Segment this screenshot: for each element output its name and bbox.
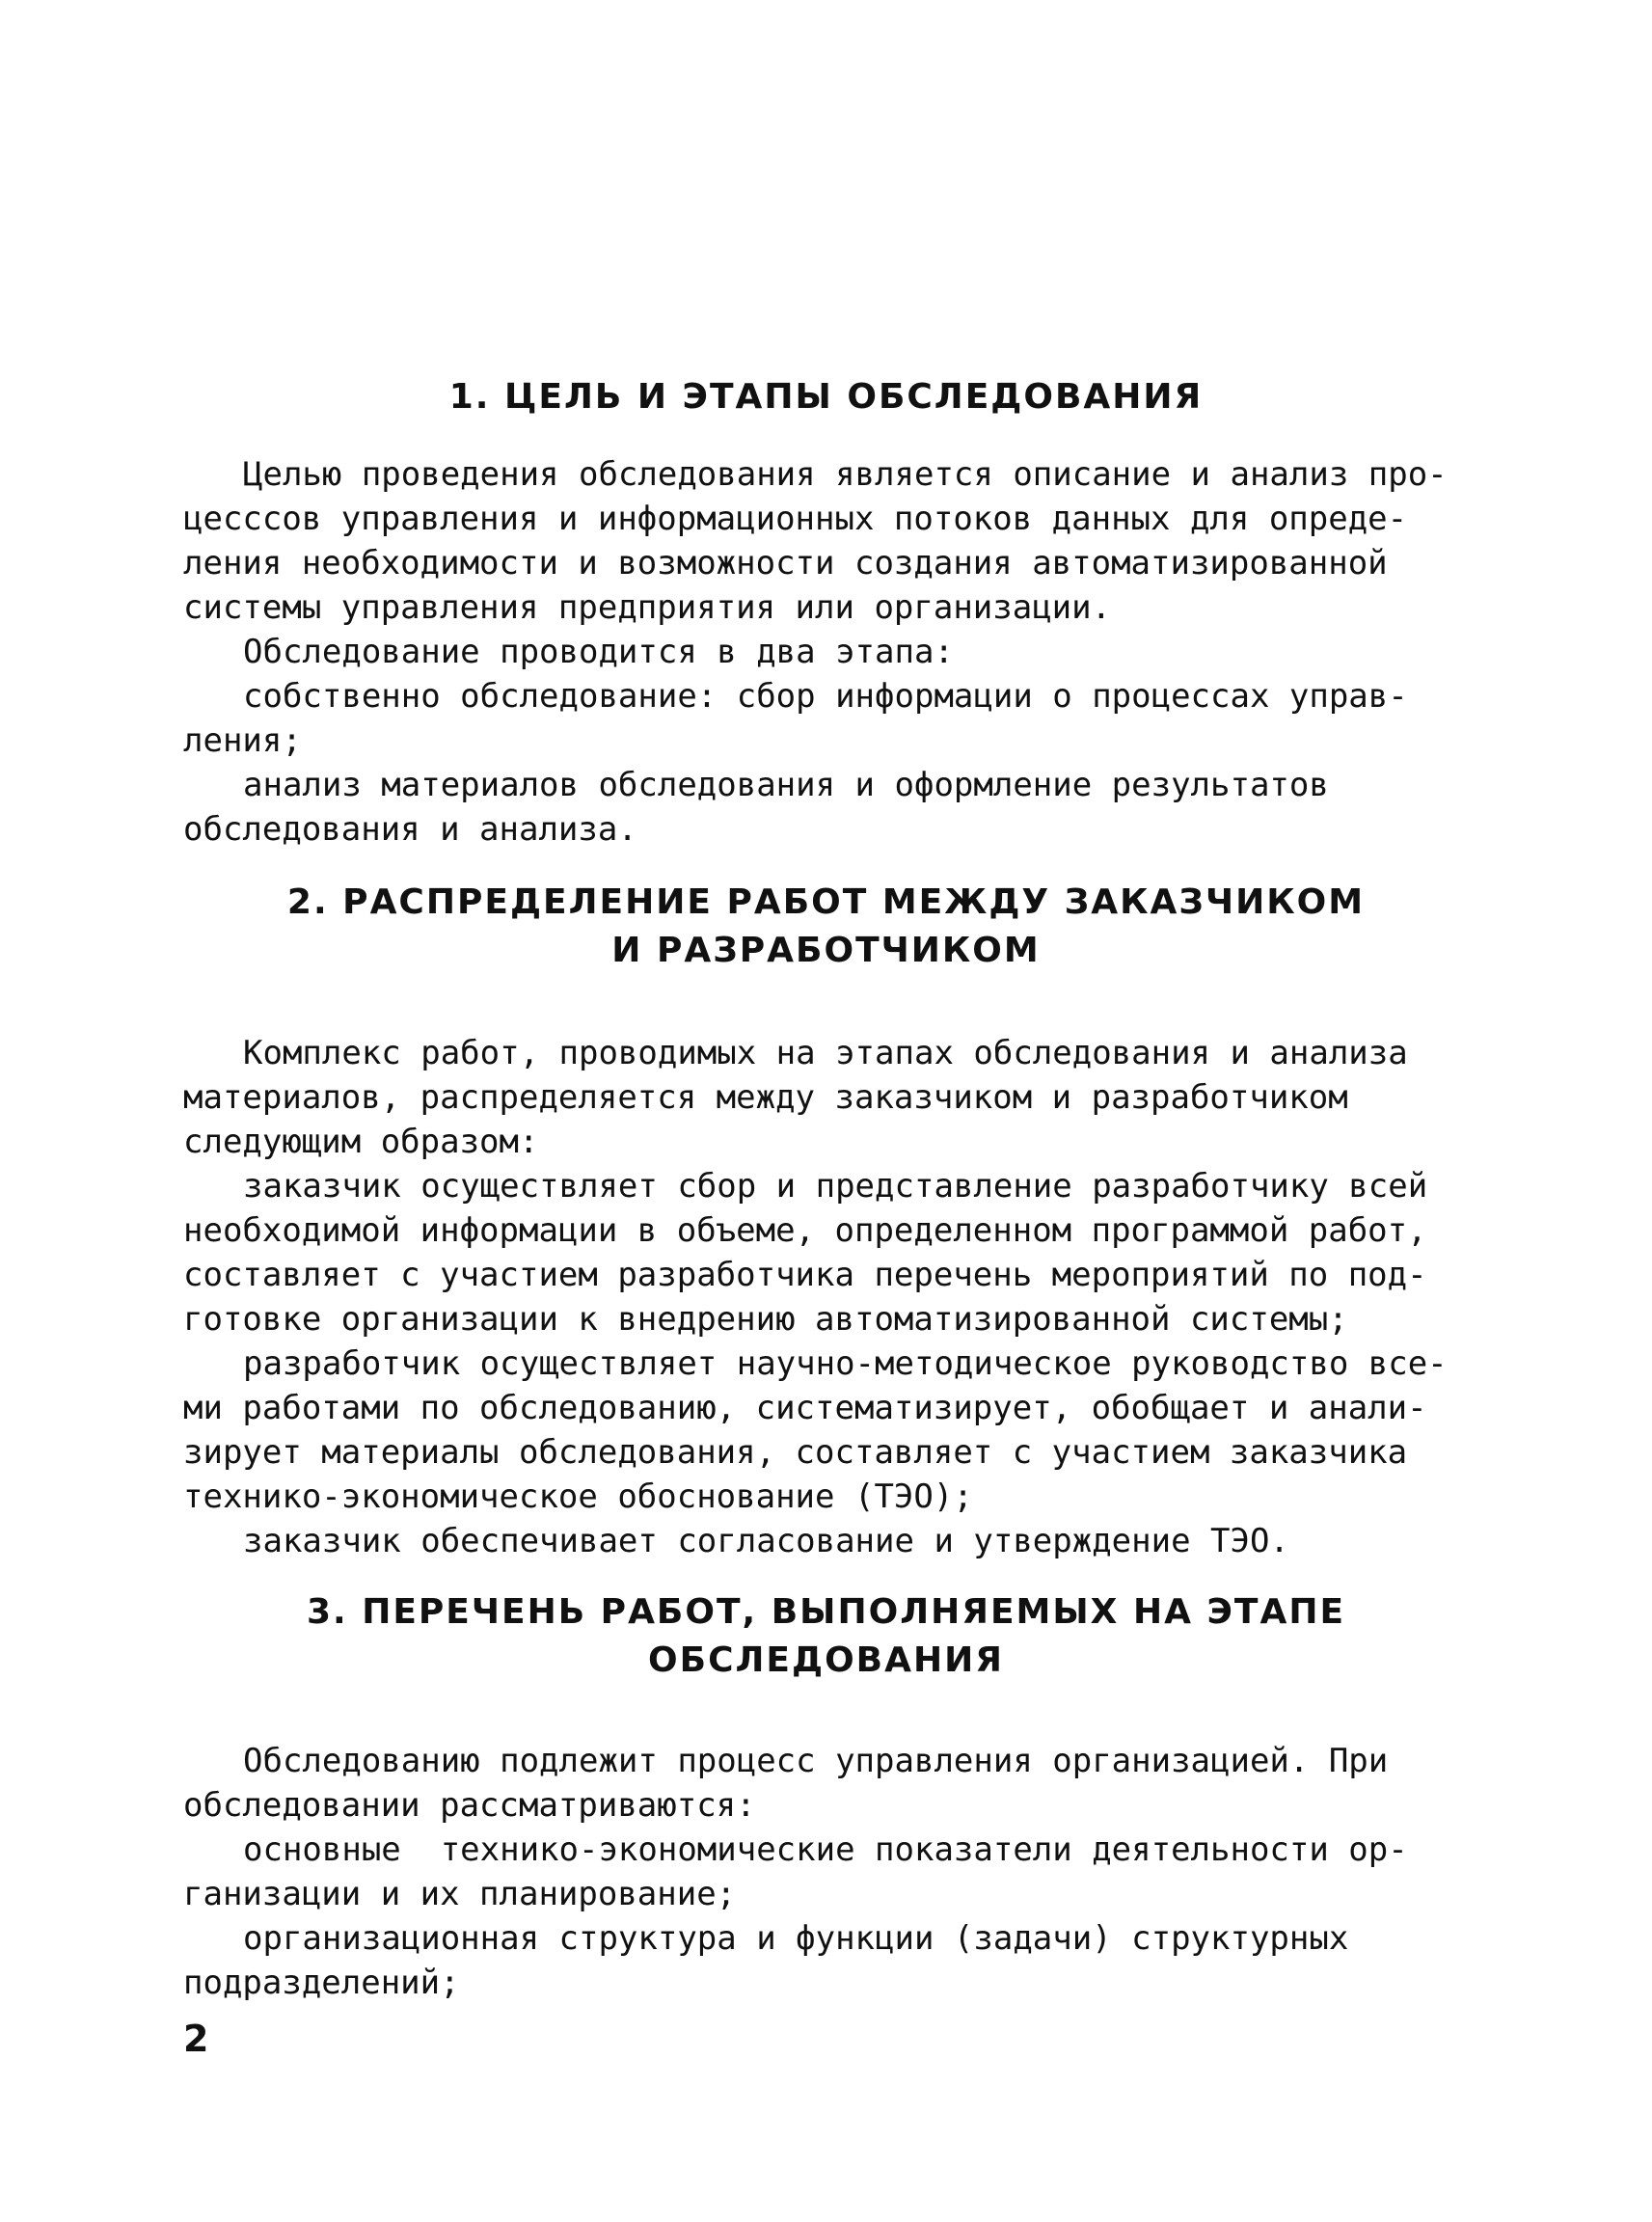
section-1-line: ления; — [183, 721, 302, 760]
section-2-line: готовке организации к внедрению автоматизированной системы; — [183, 1300, 1348, 1339]
section-3-line: подразделений; — [183, 1964, 460, 2002]
section-2-line: заказчик обеспечивает согласование и утверждение ТЭО. — [243, 1522, 1289, 1560]
section-1-line: Целью проведения обследования является описание и анализ про- — [243, 455, 1448, 494]
section-1-line: анализ материалов обследования и оформление результатов — [243, 766, 1329, 804]
section-3-heading-line-2: ОБСЛЕДОВАНИЯ — [648, 1640, 1004, 1680]
section-2-line: заказчик осуществляет сбор и представление разработчику всей — [243, 1167, 1428, 1206]
section-2-line: разработчик осуществляет научно-методическое руководство все- — [243, 1344, 1448, 1383]
section-3-line: организационная структура и функции (задачи) структурных — [243, 1919, 1349, 1958]
section-1-line: собственно обследование: сбор информации о процессах управ- — [243, 677, 1408, 716]
section-2-line: следующим образом: — [183, 1123, 539, 1161]
section-1-line: цесссов управления и информационных потоков данных для опреде- — [183, 500, 1408, 538]
section-1-heading: 1. ЦЕЛЬ И ЭТАПЫ ОБСЛЕДОВАНИЯ — [448, 377, 1204, 417]
section-2-line: ми работами по обследованию, систематизирует, обобщает и анали- — [183, 1389, 1427, 1427]
section-1-line: системы управления предприятия или организации. — [183, 588, 1112, 627]
section-2-line: составляет с участием разработчика перечень мероприятий по под- — [183, 1256, 1427, 1294]
section-3-line: Обследованию подлежит процесс управления организацией. При — [243, 1742, 1389, 1780]
section-2-line: необходимой информации в объеме, определенном программой работ, — [183, 1211, 1427, 1250]
section-1-line: Обследование проводится в два этапа: — [243, 633, 954, 671]
page-number: 2 — [183, 2018, 209, 2060]
section-2-heading-line-2: И РАЗРАБОТЧИКОМ — [611, 931, 1041, 970]
section-3-line: основные технико-экономические показатели деятельности ор- — [243, 1830, 1408, 1869]
section-2-line: материалов, распределяется между заказчиком и разработчиком — [183, 1078, 1348, 1117]
section-2-line: зирует материалы обследования, составляет с участием заказчика — [183, 1433, 1408, 1472]
section-2-line: технико-экономическое обоснование (ТЭО); — [183, 1477, 973, 1516]
section-3-line: обследовании рассматриваются: — [183, 1786, 756, 1825]
section-3-line: ганизации и их планирование; — [183, 1875, 737, 1913]
section-2-heading-line-1: 2. РАСПРЕДЕЛЕНИЕ РАБОТ МЕЖДУ ЗАКАЗЧИКОМ — [286, 882, 1366, 922]
section-1-line: обследования и анализа. — [183, 810, 637, 849]
section-1-line: ления необходимости и возможности создания автоматизированной — [183, 544, 1388, 583]
section-3-heading-line-1: 3. ПЕРЕЧЕНЬ РАБОТ, ВЫПОЛНЯЕМЫХ НА ЭТАПЕ — [306, 1592, 1346, 1632]
section-2-line: Комплекс работ, проводимых на этапах обследования и анализа — [243, 1034, 1408, 1072]
